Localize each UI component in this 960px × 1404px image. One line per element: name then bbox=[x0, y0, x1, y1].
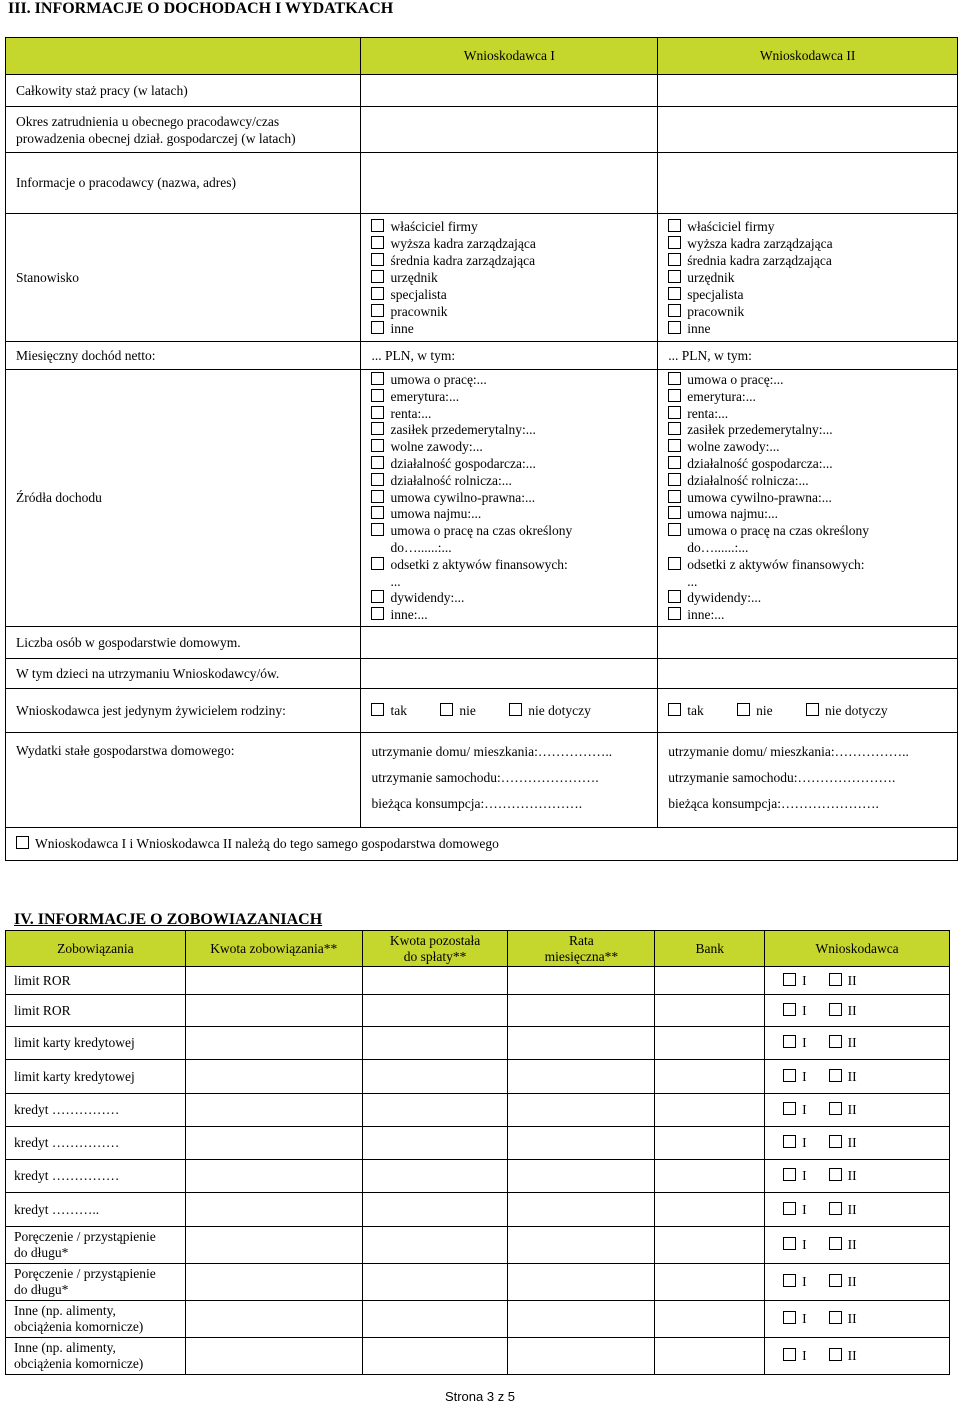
checkbox[interactable] bbox=[371, 372, 384, 385]
table-row bbox=[6, 967, 950, 995]
checkbox[interactable] bbox=[668, 304, 681, 317]
checkbox[interactable] bbox=[440, 703, 453, 716]
checkbox[interactable] bbox=[371, 439, 384, 452]
net-income-field-2[interactable]: ... PLN, w tym: bbox=[658, 342, 958, 370]
checkbox[interactable] bbox=[829, 1135, 842, 1148]
liability-field[interactable] bbox=[508, 1338, 655, 1375]
liability-field[interactable] bbox=[508, 1227, 655, 1264]
table-row bbox=[6, 1264, 950, 1301]
checkbox[interactable] bbox=[371, 406, 384, 419]
net-income-label: Miesięczny dochód netto: bbox=[6, 342, 361, 370]
liability-type: limit ROR bbox=[6, 967, 186, 995]
liability-field[interactable] bbox=[655, 1127, 765, 1160]
checkbox[interactable] bbox=[371, 389, 384, 402]
liability-type: kredyt …………… bbox=[6, 1094, 186, 1127]
household-size-label: Liczba osób w gospodarstwie domowym. bbox=[6, 627, 361, 659]
liability-type: Inne (np. alimenty, obciążenia komornicze) bbox=[6, 1338, 186, 1375]
liability-field[interactable] bbox=[362, 967, 508, 995]
liability-field[interactable] bbox=[655, 1227, 765, 1264]
header-remaining: Kwota pozostała do spłaty** bbox=[362, 931, 508, 967]
liability-field[interactable] bbox=[655, 967, 765, 995]
dependent-children-field-1[interactable] bbox=[361, 659, 658, 689]
checkbox[interactable] bbox=[783, 1168, 796, 1181]
checkbox[interactable] bbox=[829, 1237, 842, 1250]
table-row bbox=[6, 1338, 950, 1375]
fixed-expenses-2: utrzymanie domu/ mieszkania:…………….. utrzymanie samochodu:…………………. bieżąca konsumpcja:…………………. bbox=[658, 733, 958, 828]
liability-field[interactable] bbox=[185, 1094, 362, 1127]
checkbox[interactable] bbox=[668, 321, 681, 334]
liability-field[interactable] bbox=[655, 1160, 765, 1193]
checkbox[interactable] bbox=[668, 456, 681, 469]
header-installment: Rata miesięczna** bbox=[508, 931, 655, 967]
section-4-title: IV. INFORMACJE O ZOBOWIAZANIACH bbox=[14, 911, 323, 928]
liability-field[interactable] bbox=[362, 1127, 508, 1160]
applicant-select: I II bbox=[765, 1127, 950, 1160]
checkbox[interactable] bbox=[783, 1311, 796, 1324]
checkbox[interactable] bbox=[668, 490, 681, 503]
checkbox[interactable] bbox=[668, 607, 681, 620]
liability-field[interactable] bbox=[362, 1060, 508, 1094]
liability-field[interactable] bbox=[655, 1193, 765, 1227]
liabilities-table bbox=[5, 930, 950, 1375]
liability-field[interactable] bbox=[508, 1060, 655, 1094]
liability-type: limit ROR bbox=[6, 995, 186, 1027]
employment-period-label: Okres zatrudnienia u obecnego pracodawcy/czas prowadzenia obecnej dział. gospodarczej (w latach) bbox=[6, 107, 361, 153]
checkbox[interactable] bbox=[668, 236, 681, 249]
position-label: Stanowisko bbox=[6, 214, 361, 342]
checkbox[interactable] bbox=[783, 1237, 796, 1250]
checkbox[interactable] bbox=[806, 703, 819, 716]
liability-field[interactable] bbox=[185, 1127, 362, 1160]
dependent-children-label: W tym dzieci na utrzymaniu Wnioskodawcy/ów. bbox=[6, 659, 361, 689]
checkbox[interactable] bbox=[668, 506, 681, 519]
checkbox[interactable] bbox=[668, 372, 681, 385]
checkbox[interactable] bbox=[371, 473, 384, 486]
checkbox[interactable] bbox=[16, 836, 29, 849]
checkbox[interactable] bbox=[668, 523, 681, 536]
liability-field[interactable] bbox=[185, 1160, 362, 1193]
household-size-field-1[interactable] bbox=[361, 627, 658, 659]
applicant-select: I II bbox=[765, 967, 950, 995]
liability-field[interactable] bbox=[508, 1027, 655, 1060]
checkbox[interactable] bbox=[509, 703, 522, 716]
page-number: Strona 3 z 5 bbox=[444, 1389, 516, 1404]
liability-field[interactable] bbox=[508, 1094, 655, 1127]
liability-field[interactable] bbox=[185, 1301, 362, 1338]
liability-field[interactable] bbox=[362, 1338, 508, 1375]
liability-type: kredyt …………… bbox=[6, 1127, 186, 1160]
table-row bbox=[6, 1094, 950, 1127]
liability-field[interactable] bbox=[655, 1027, 765, 1060]
checkbox[interactable] bbox=[668, 703, 681, 716]
dependent-children-field-2[interactable] bbox=[658, 659, 958, 689]
work-experience-label: Całkowity staż pracy (w latach) bbox=[6, 75, 361, 107]
liability-type: kredyt …………… bbox=[6, 1160, 186, 1193]
checkbox[interactable] bbox=[668, 406, 681, 419]
sole-provider-label: Wnioskodawca jest jedynym żywicielem rodziny: bbox=[6, 689, 361, 733]
checkbox[interactable] bbox=[371, 607, 384, 620]
checkbox[interactable] bbox=[668, 473, 681, 486]
liability-field[interactable] bbox=[185, 1060, 362, 1094]
header-liabilities: Zobowiązania bbox=[6, 931, 186, 967]
liability-field[interactable] bbox=[362, 1094, 508, 1127]
liability-field[interactable] bbox=[362, 1227, 508, 1264]
applicant-select: I II bbox=[765, 1094, 950, 1127]
checkbox[interactable] bbox=[371, 236, 384, 249]
checkbox[interactable] bbox=[783, 1003, 796, 1016]
liability-type: kredyt ……….. bbox=[6, 1193, 186, 1227]
employer-info-label: Informacje o pracodawcy (nazwa, adres) bbox=[6, 153, 361, 214]
header-applicant-2: Wnioskodawca II bbox=[658, 38, 958, 75]
liability-type: Poręczenie / przystąpienie do długu* bbox=[6, 1227, 186, 1264]
liability-field[interactable] bbox=[362, 1027, 508, 1060]
checkbox[interactable] bbox=[829, 1035, 842, 1048]
checkbox[interactable] bbox=[668, 219, 681, 232]
checkbox[interactable] bbox=[371, 703, 384, 716]
checkbox[interactable] bbox=[668, 389, 681, 402]
liability-type: limit karty kredytowej bbox=[6, 1027, 186, 1060]
liability-field[interactable] bbox=[508, 967, 655, 995]
income-sources-label: Źródła dochodu bbox=[6, 370, 361, 627]
liability-field[interactable] bbox=[508, 1301, 655, 1338]
liability-field[interactable] bbox=[185, 1264, 362, 1301]
checkbox[interactable] bbox=[783, 973, 796, 986]
checkbox[interactable] bbox=[829, 1274, 842, 1287]
checkbox[interactable] bbox=[829, 973, 842, 986]
checkbox[interactable] bbox=[829, 1003, 842, 1016]
work-experience-field-1[interactable] bbox=[361, 75, 658, 107]
applicant-select: I II bbox=[765, 1160, 950, 1193]
applicant-select: I II bbox=[765, 1227, 950, 1264]
income-table bbox=[5, 37, 958, 861]
sole-provider-options-1: tak nie nie dotyczy bbox=[361, 689, 658, 733]
position-options-2: właściciel firmy wyższa kadra zarządzająca średnia kadra zarządzająca urzędnik specjalista pracownik inne bbox=[658, 214, 958, 342]
liability-field[interactable] bbox=[655, 1094, 765, 1127]
liability-type: Poręczenie / przystąpienie do długu* bbox=[6, 1264, 186, 1301]
checkbox[interactable] bbox=[371, 490, 384, 503]
same-household-row[interactable] bbox=[6, 828, 958, 861]
liability-field[interactable] bbox=[508, 1264, 655, 1301]
table-row bbox=[6, 1160, 950, 1193]
checkbox[interactable] bbox=[371, 304, 384, 317]
position-options-1: właściciel firmy wyższa kadra zarządzająca średnia kadra zarządzająca urzędnik specjalista pracownik inne bbox=[361, 214, 658, 342]
liability-field[interactable] bbox=[508, 1127, 655, 1160]
liability-field[interactable] bbox=[362, 1160, 508, 1193]
work-experience-field-2[interactable] bbox=[658, 75, 958, 107]
household-size-field-2[interactable] bbox=[658, 627, 958, 659]
liability-field[interactable] bbox=[655, 1301, 765, 1338]
checkbox[interactable] bbox=[668, 253, 681, 266]
liability-field[interactable] bbox=[185, 995, 362, 1027]
net-income-field-1[interactable]: ... PLN, w tym: bbox=[361, 342, 658, 370]
liability-field[interactable] bbox=[508, 1193, 655, 1227]
checkbox[interactable] bbox=[371, 422, 384, 435]
header-amount: Kwota zobowiązania** bbox=[185, 931, 362, 967]
checkbox[interactable] bbox=[371, 253, 384, 266]
liability-field[interactable] bbox=[508, 1160, 655, 1193]
checkbox[interactable] bbox=[783, 1348, 796, 1361]
liability-type: limit karty kredytowej bbox=[6, 1060, 186, 1094]
employer-info-field-2[interactable] bbox=[658, 153, 958, 214]
liability-field[interactable] bbox=[362, 1301, 508, 1338]
liability-field[interactable] bbox=[185, 1227, 362, 1264]
liability-field[interactable] bbox=[362, 995, 508, 1027]
income-sources-2: umowa o pracę:... emerytura:... renta:... zasiłek przedemerytalny:... wolne zawody:... działalność gospodarcza:... działalność rolnicza:... umowa cywilno-prawna:... umowa najmu:... umowa o pracę na czas określony do…......:... odsetki z aktywów finansowych: ... dywidendy:... inne:... bbox=[658, 370, 958, 627]
applicant-select: I II bbox=[765, 1193, 950, 1227]
table-row bbox=[6, 1027, 950, 1060]
liability-field[interactable] bbox=[185, 1193, 362, 1227]
checkbox[interactable] bbox=[668, 439, 681, 452]
checkbox[interactable] bbox=[371, 456, 384, 469]
table-row bbox=[6, 995, 950, 1027]
checkbox[interactable] bbox=[668, 287, 681, 300]
checkbox[interactable] bbox=[783, 1274, 796, 1287]
checkbox[interactable] bbox=[371, 523, 384, 536]
checkbox[interactable] bbox=[668, 422, 681, 435]
fixed-expenses-label: Wydatki stałe gospodarstwa domowego: bbox=[6, 733, 361, 828]
checkbox[interactable] bbox=[371, 590, 384, 603]
applicant-select: I II bbox=[765, 1301, 950, 1338]
applicant-select: I II bbox=[765, 1027, 950, 1060]
liability-field[interactable] bbox=[362, 1193, 508, 1227]
liability-field[interactable] bbox=[185, 1027, 362, 1060]
checkbox[interactable] bbox=[371, 270, 384, 283]
header-applicant-1: Wnioskodawca I bbox=[361, 38, 658, 75]
liability-field[interactable] bbox=[655, 1338, 765, 1375]
checkbox[interactable] bbox=[668, 557, 681, 570]
fixed-expenses-1: utrzymanie domu/ mieszkania:…………….. utrzymanie samochodu:…………………. bieżąca konsumpcja:…………………. bbox=[361, 733, 658, 828]
checkbox[interactable] bbox=[829, 1348, 842, 1361]
checkbox[interactable] bbox=[371, 219, 384, 232]
table-row bbox=[6, 1227, 950, 1264]
checkbox[interactable] bbox=[783, 1102, 796, 1115]
checkbox[interactable] bbox=[371, 506, 384, 519]
applicant-select: I II bbox=[765, 1060, 950, 1094]
header-bank: Bank bbox=[655, 931, 765, 967]
liability-field[interactable] bbox=[185, 967, 362, 995]
same-household-label: Wnioskodawca I i Wnioskodawca II należą do tego samego gospodarstwa domowego bbox=[35, 836, 499, 851]
checkbox[interactable] bbox=[783, 1069, 796, 1082]
employer-info-field-1[interactable] bbox=[361, 153, 658, 214]
employment-period-field-1[interactable] bbox=[361, 107, 658, 153]
checkbox[interactable] bbox=[371, 557, 384, 570]
checkbox[interactable] bbox=[371, 321, 384, 334]
sole-provider-options-2: tak nie nie dotyczy bbox=[658, 689, 958, 733]
applicant-select: I II bbox=[765, 995, 950, 1027]
liability-field[interactable] bbox=[655, 995, 765, 1027]
liability-field[interactable] bbox=[655, 1264, 765, 1301]
liability-field[interactable] bbox=[362, 1264, 508, 1301]
checkbox[interactable] bbox=[829, 1069, 842, 1082]
checkbox[interactable] bbox=[783, 1135, 796, 1148]
liability-field[interactable] bbox=[508, 995, 655, 1027]
checkbox[interactable] bbox=[668, 590, 681, 603]
header-applicant: Wnioskodawca bbox=[765, 931, 950, 967]
checkbox[interactable] bbox=[783, 1035, 796, 1048]
liability-type: Inne (np. alimenty, obciążenia komornicze) bbox=[6, 1301, 186, 1338]
checkbox[interactable] bbox=[783, 1202, 796, 1215]
checkbox[interactable] bbox=[668, 270, 681, 283]
checkbox[interactable] bbox=[829, 1311, 842, 1324]
table-row bbox=[6, 1060, 950, 1094]
employment-period-field-2[interactable] bbox=[658, 107, 958, 153]
checkbox[interactable] bbox=[829, 1202, 842, 1215]
table-row bbox=[6, 1301, 950, 1338]
checkbox[interactable] bbox=[371, 287, 384, 300]
applicant-select: I II bbox=[765, 1338, 950, 1375]
checkbox[interactable] bbox=[737, 703, 750, 716]
checkbox[interactable] bbox=[829, 1102, 842, 1115]
section-3-title: III. INFORMACJE O DOCHODACH I WYDATKACH bbox=[8, 0, 394, 17]
applicant-select: I II bbox=[765, 1264, 950, 1301]
liability-field[interactable] bbox=[655, 1060, 765, 1094]
income-sources-1: umowa o pracę:... emerytura:... renta:... zasiłek przedemerytalny:... wolne zawody:... działalność gospodarcza:... działalność rolnicza:... umowa cywilno-prawna:... umowa najmu:... umowa o pracę na czas określony do…......:... odsetki z aktywów finansowych: ... dywidendy:... inne:... bbox=[361, 370, 658, 627]
table-row bbox=[6, 1193, 950, 1227]
liability-field[interactable] bbox=[185, 1338, 362, 1375]
table-row bbox=[6, 1127, 950, 1160]
checkbox[interactable] bbox=[829, 1168, 842, 1181]
